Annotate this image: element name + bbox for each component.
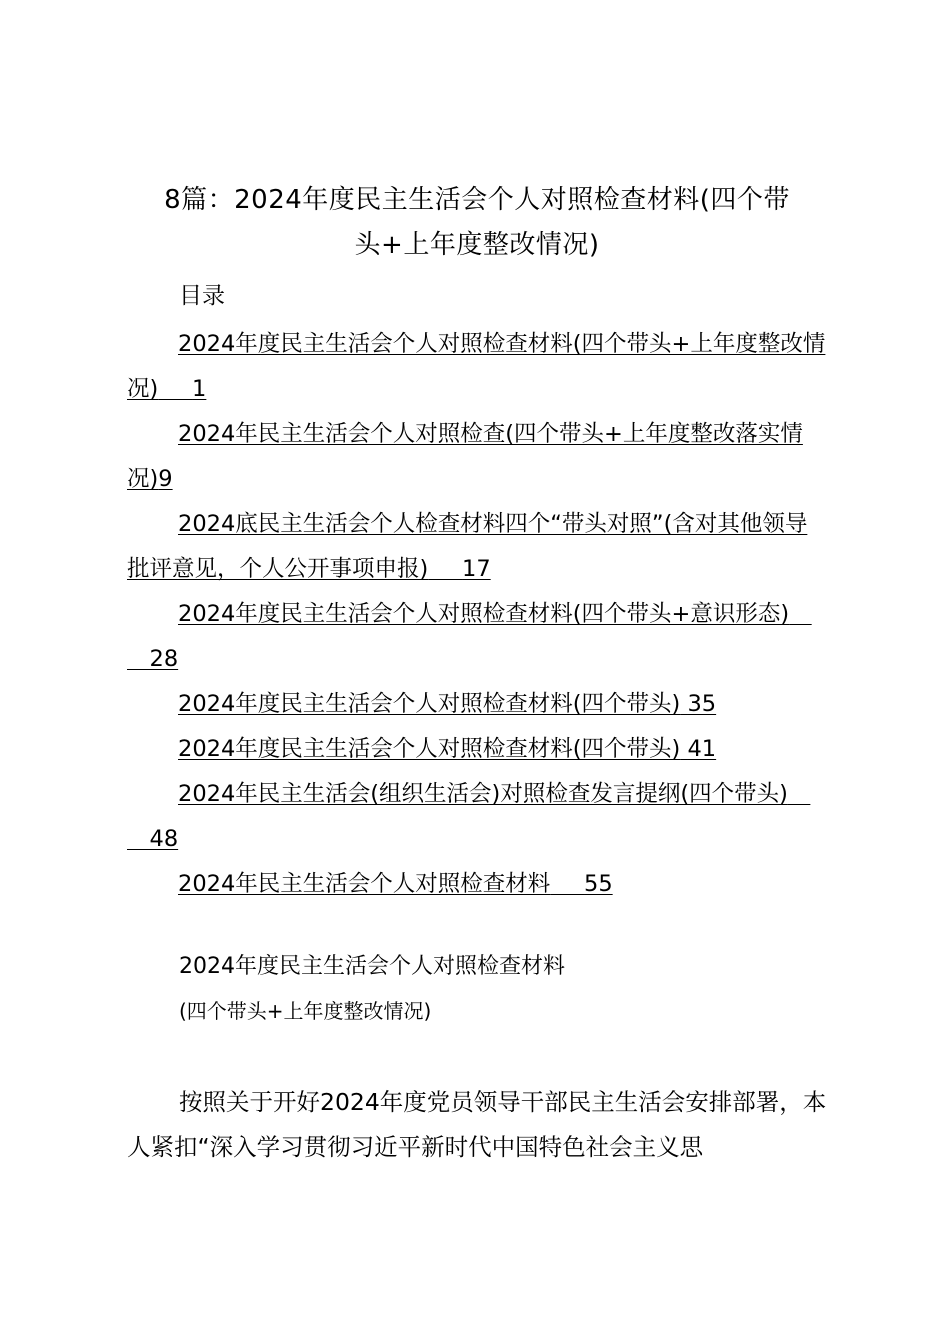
toc-link[interactable] <box>127 511 807 582</box>
toc-heading: 目录 <box>179 283 225 309</box>
toc-item[interactable] <box>127 727 827 772</box>
toc-item[interactable] <box>127 682 827 727</box>
document-title <box>127 178 827 268</box>
toc-item-text: 2024年民主生活会(组织生活会)对照检查发言提纲(四个带头) <box>178 781 788 807</box>
toc-page-number: 28 <box>149 646 179 672</box>
toc-item-text: 2024年度民主生活会个人对照检查材料(四个带头) <box>178 736 681 762</box>
toc-page-number: 55 <box>584 871 613 897</box>
toc-page-number: 41 <box>687 736 717 762</box>
section-subtitle: (四个带头+上年度整改情况) <box>179 999 432 1023</box>
toc-item-text: 2024年民主生活会个人对照检查(四个带头+上年度整改落实情况) <box>127 421 803 492</box>
toc-page-number: 35 <box>687 691 717 717</box>
toc-link[interactable] <box>127 601 812 672</box>
toc-item-text: 2024年度民主生活会个人对照检查材料(四个带头+上年度整改情况) <box>127 331 826 402</box>
toc-item-text: 2024年民主生活会个人对照检查材料 <box>178 871 551 897</box>
table-of-contents <box>127 322 827 907</box>
toc-item[interactable] <box>127 862 827 907</box>
document-title-line2: 头+上年度整改情况) <box>354 230 600 260</box>
toc-item-text: 2024底民主生活会个人检查材料四个“带头对照”(含对其他领导批评意见，个人公开事项申报) <box>127 511 808 582</box>
toc-link[interactable] <box>127 421 803 492</box>
body-paragraph: 按照关于开好2024年度党员领导干部民主生活会安排部署，本人紧扣“深入学习贯彻习近平新时代中国特色社会主义思 <box>127 1088 827 1161</box>
toc-page-number: 9 <box>158 466 173 492</box>
toc-item[interactable] <box>127 412 827 502</box>
toc-item-text: 2024年度民主生活会个人对照检查材料(四个带头) <box>178 691 681 717</box>
section-title: 2024年度民主生活会个人对照检查材料 <box>179 954 565 979</box>
toc-page-number: 48 <box>149 826 179 852</box>
toc-item-text: 2024年度民主生活会个人对照检查材料(四个带头+意识形态) <box>178 601 790 627</box>
toc-page-number: 1 <box>192 376 207 402</box>
toc-item[interactable] <box>127 322 827 412</box>
toc-link[interactable] <box>178 691 716 717</box>
document-title-line1: 8篇：2024年度民主生活会个人对照检查材料(四个带 <box>164 185 790 215</box>
toc-link[interactable] <box>127 781 810 852</box>
toc-link[interactable] <box>178 736 716 762</box>
toc-page-number: 17 <box>462 556 491 582</box>
toc-item[interactable] <box>127 502 827 592</box>
toc-link[interactable] <box>127 331 825 402</box>
toc-item[interactable] <box>127 772 827 862</box>
toc-item[interactable] <box>127 592 827 682</box>
toc-link[interactable] <box>178 871 613 897</box>
